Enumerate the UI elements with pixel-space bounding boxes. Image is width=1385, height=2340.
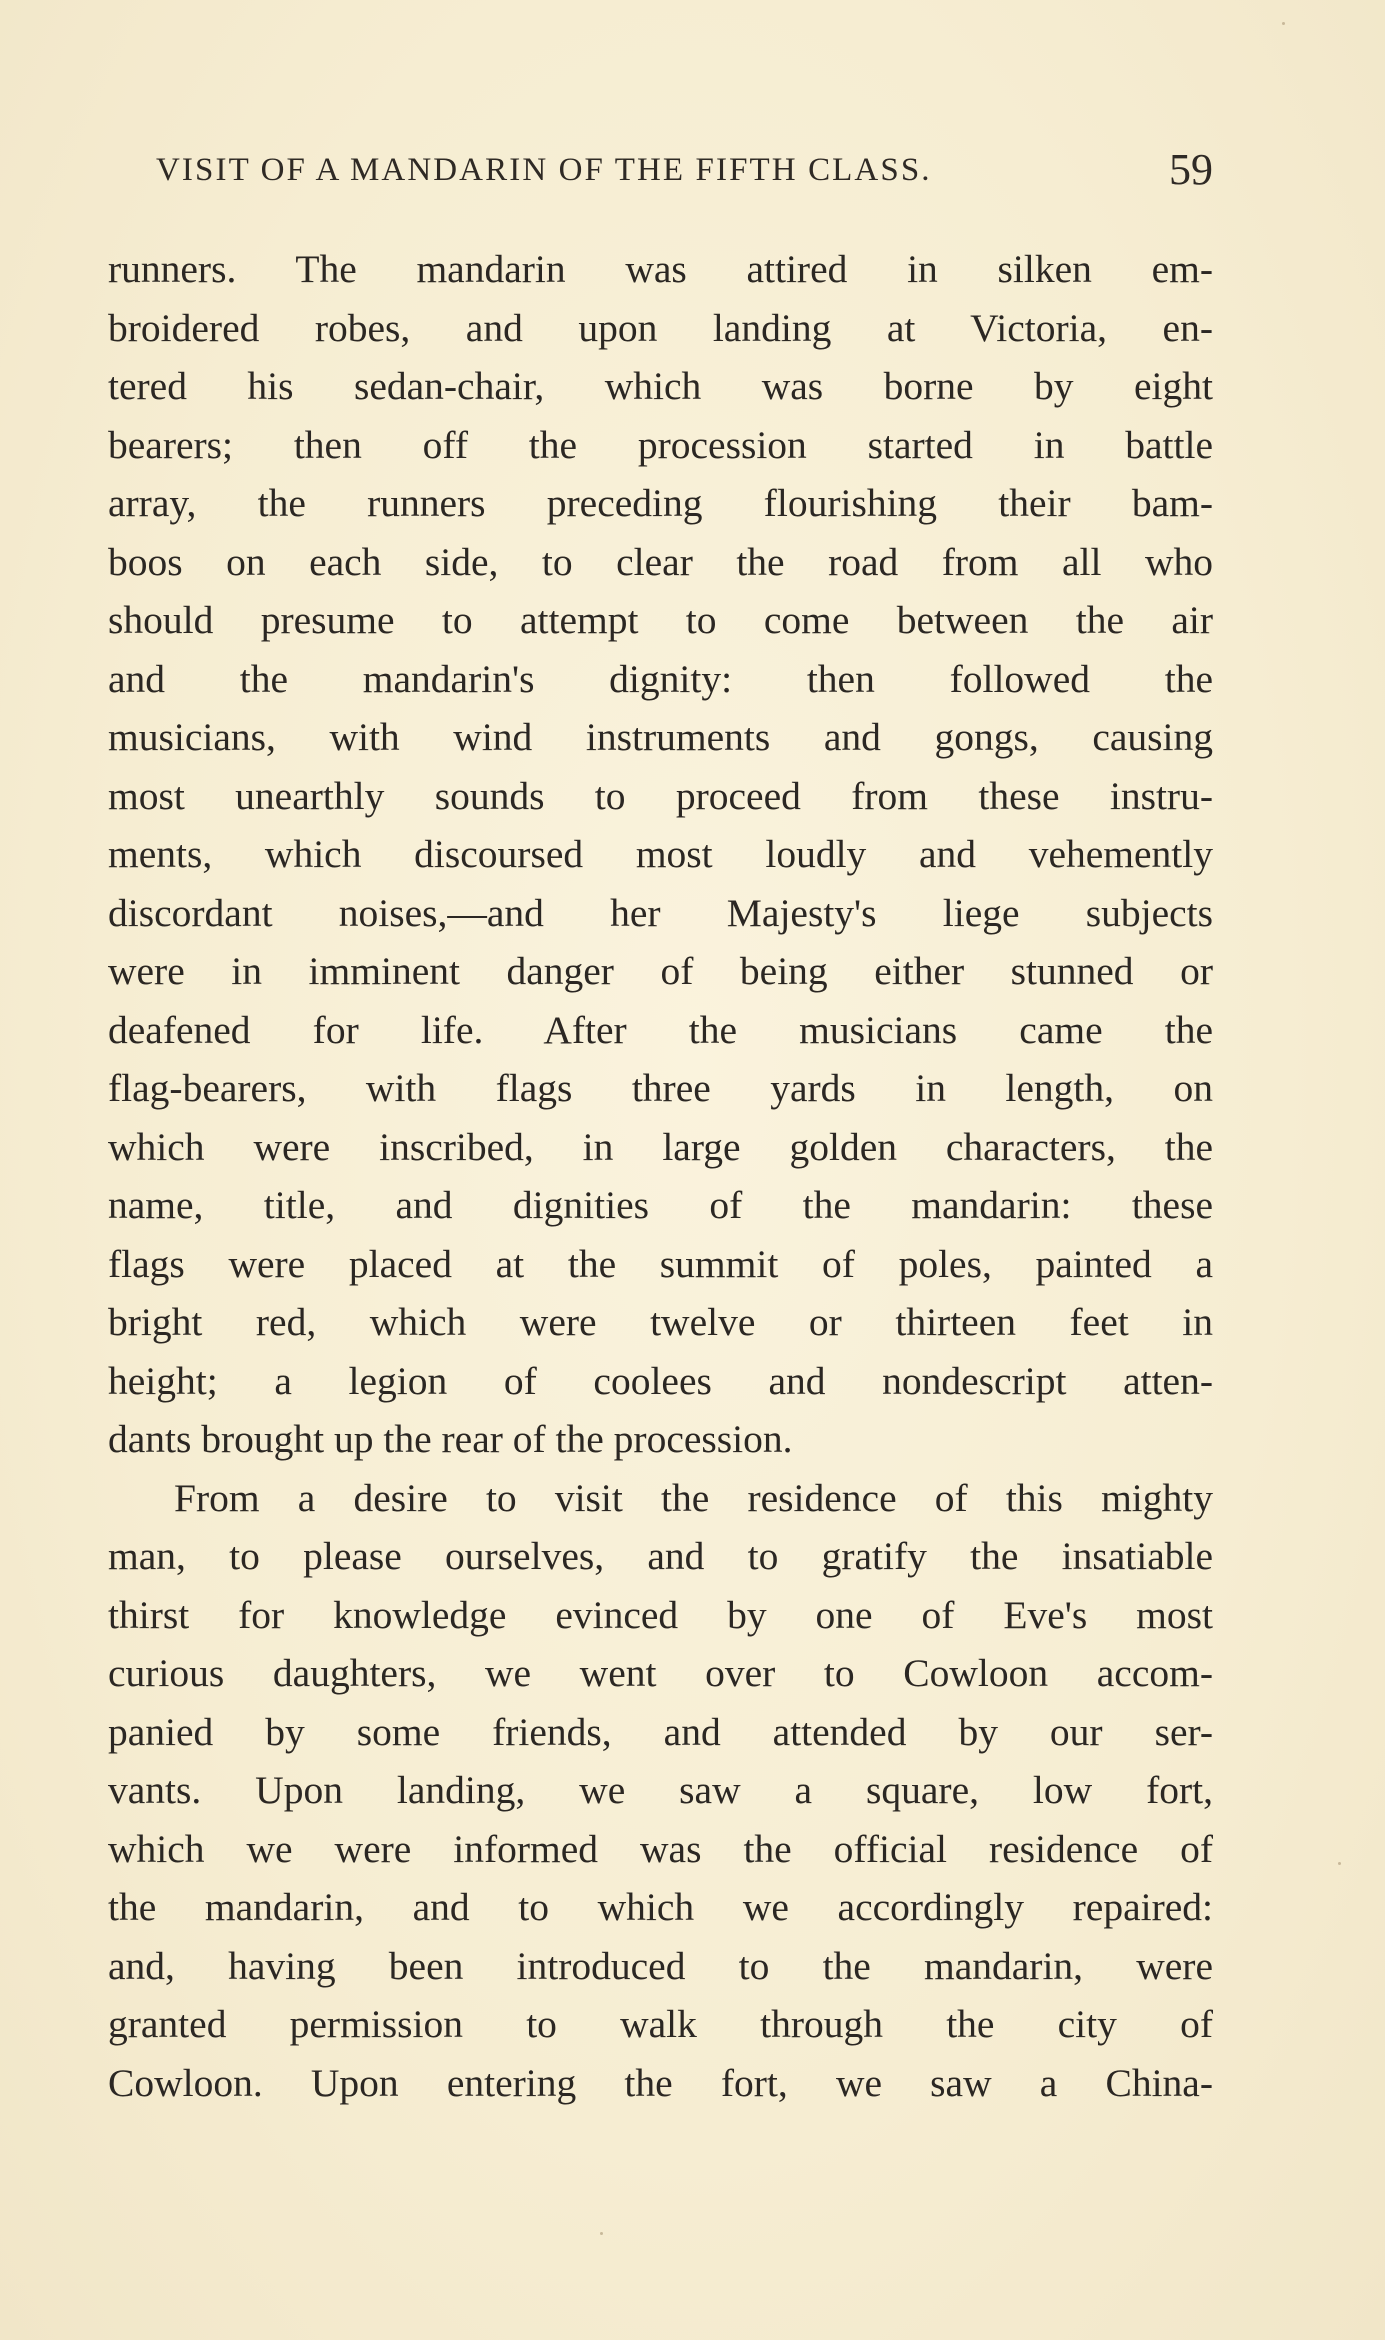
text-line: bright red, which were twelve or thirteen feet in [108,1300,1213,1344]
paper-speck [1282,22,1285,25]
text-line: Cowloon. Upon entering the fort, we saw a China- [108,2060,1213,2105]
text-line: and the mandarin's dignity: then followed the [108,656,1213,701]
text-line: musicians, with wind instruments and gongs, causing [108,715,1213,759]
text-line: deafened for life. After the musicians came the [108,1007,1213,1052]
paper-speck [1338,1862,1341,1865]
text-line: panied by some friends, and attended by our ser- [108,1709,1213,1754]
text-line: broidered robes, and upon landing at Victoria, en- [108,305,1213,350]
text-line: man, to please ourselves, and to gratify the insatiable [108,1534,1213,1578]
paragraph-end-line: dants brought up the rear of the procession. [108,1417,793,1461]
text-line: flag-bearers, with flags three yards in length, on [108,1066,1213,1110]
text-line: which were inscribed, in large golden characters, the [108,1124,1213,1169]
text-line: bearers; then off the procession started in battle [108,422,1213,467]
text-line: ments, which discoursed most loudly and vehemently [108,832,1213,876]
page-header [108,145,1213,204]
running-title: VISIT OF A MANDARIN OF THE FIFTH CLASS. [156,152,932,188]
text-line: curious daughters, we went over to Cowloon accom- [108,1651,1213,1695]
text-line: which we were informed was the official residence of [108,1826,1213,1871]
text-line: array, the runners preceding flourishing their bam- [108,481,1213,525]
text-line: granted permission to walk through the city of [108,2002,1213,2046]
paragraph-start-line: From a desire to visit the residence of this mighty [174,1475,1213,1520]
paper-speck [600,2232,603,2235]
text-line: boos on each side, to clear the road from all who [108,539,1213,584]
text-line: were in imminent danger of being either stunned or [108,949,1213,993]
body-text [108,240,1213,2112]
page-number: 59 [1169,145,1213,194]
text-line: should presume to attempt to come between the air [108,598,1213,642]
text-line: vants. Upon landing, we saw a square, low fort, [108,1768,1213,1812]
text-line: thirst for knowledge evinced by one of Eve's most [108,1592,1213,1637]
text-line: most unearthly sounds to proceed from these instru- [108,773,1213,818]
text-line: the mandarin, and to which we accordingly repaired: [108,1885,1213,1929]
text-line: and, having been introduced to the mandarin, were [108,1943,1213,1988]
text-line: runners. The mandarin was attired in silken em- [108,247,1213,291]
text-line: tered his sedan-chair, which was borne by eight [108,364,1213,408]
text-line: discordant noises,—and her Majesty's liege subjects [108,890,1213,935]
text-line: height; a legion of coolees and nondescript atten- [108,1358,1213,1403]
text-line: name, title, and dignities of the mandarin: these [108,1183,1213,1227]
text-line: flags were placed at the summit of poles, painted a [108,1241,1213,1286]
